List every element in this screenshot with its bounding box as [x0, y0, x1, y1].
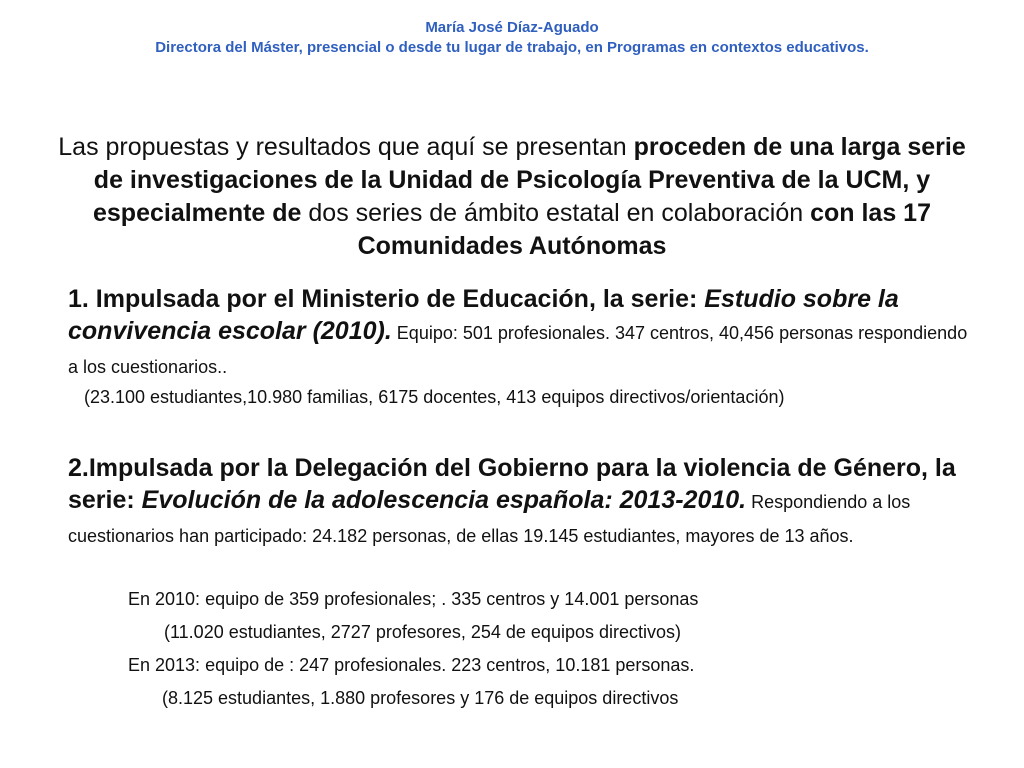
item2-line-2013: En 2013: equipo de : 247 profesionales. 223 centros, 10.181 personas. [128, 655, 695, 675]
item2-title: Evolución de la adolescencia española: 2013-2010. [141, 486, 747, 514]
item2-detail: Respondiendo a los cuestionarios han participado: 24.182 personas, de ellas 19.145 estudiantes, mayores de 13 años. [68, 492, 911, 546]
intro-text-3: dos series de ámbito estatal en colaboración [301, 199, 811, 227]
study-item-1 [68, 283, 974, 383]
intro-text-4: con las 17 Comunidades Autónomas [357, 199, 931, 260]
item1-breakdown: (23.100 estudiantes,10.980 familias, 6175 docentes, 413 equipos directivos/orientación) [84, 387, 785, 407]
item1-title: Estudio sobre la convivencia escolar (2010). [68, 285, 899, 345]
author-name: María José Díaz-Aguado [425, 19, 599, 36]
header-subtitle: Directora del Máster, presencial o desde tu lugar de trabajo, en Programas en contextos educativos. [155, 39, 869, 56]
intro-text-2: proceden de una larga serie de investigaciones de la Unidad de Psicología Preventiva de la UCM, y especialmente de [93, 133, 966, 227]
item1-detail: Equipo: 501 profesionales. 347 centros, 40,456 personas respondiendo a los cuestionarios.. [68, 323, 968, 377]
item2-line-2010: En 2010: equipo de 359 profesionales; . 335 centros y 14.001 personas [128, 589, 699, 609]
intro-paragraph [50, 131, 974, 263]
item2-breakdown-2013: (8.125 estudiantes, 1.880 profesores y 176 de equipos directivos [162, 688, 679, 708]
study-item-2 [68, 452, 974, 552]
intro-text-1: Las propuestas y resultados que aquí se presentan [58, 133, 634, 161]
slide-header [0, 18, 1024, 58]
item1-lead: 1. Impulsada por el Ministerio de Educación, la serie: [68, 285, 705, 313]
item2-lead: 2.Impulsada por la Delegación del Gobierno para la violencia de Género, la serie: [68, 454, 956, 514]
item2-breakdown-2010: (11.020 estudiantes, 2727 profesores, 254 de equipos directivos) [164, 622, 681, 642]
